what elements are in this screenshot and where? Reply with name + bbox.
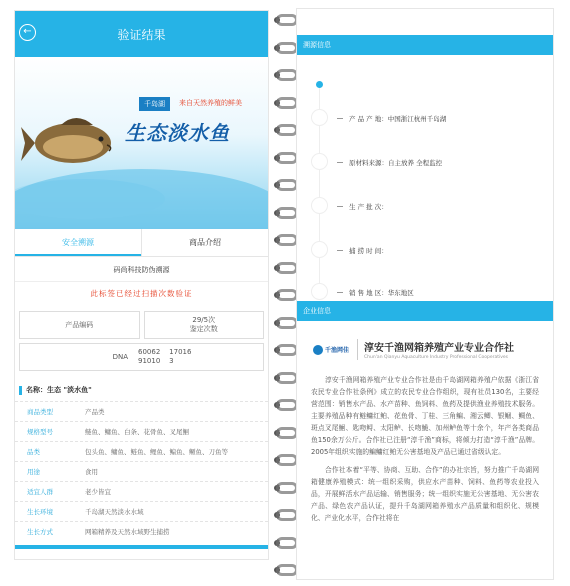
- page-title: 验证结果: [117, 28, 166, 42]
- code-grid: [15, 311, 268, 339]
- binding-ring: [272, 427, 298, 439]
- binding-ring: [272, 317, 298, 329]
- binding-ring: [272, 537, 298, 549]
- binding-ring: [272, 344, 298, 356]
- attr-key: 用途: [27, 468, 40, 476]
- top-bar: [15, 11, 268, 57]
- attribute-table: [15, 401, 268, 541]
- dna-row: [19, 343, 264, 371]
- binding-ring: [272, 152, 298, 164]
- binding-ring: [272, 454, 298, 466]
- product-banner: [15, 57, 268, 229]
- binding-ring: [272, 124, 298, 136]
- brand-tag: 千岛湖: [139, 97, 170, 111]
- binding-ring: [272, 372, 298, 384]
- timeline-start-dot: [316, 81, 323, 88]
- table-row: [15, 421, 268, 441]
- attr-key: 生长环境: [27, 508, 53, 516]
- binding-ring: [272, 97, 298, 109]
- binding-ring: [272, 207, 298, 219]
- fish-image: [21, 107, 121, 175]
- company-logo: [313, 341, 357, 359]
- trace-title: 码尚科技防伪溯源: [15, 257, 268, 282]
- bottom-accent-line: [15, 545, 268, 549]
- table-row: [15, 521, 268, 541]
- binding-ring: [272, 262, 298, 274]
- fish-logo-icon: [313, 345, 323, 355]
- attr-value: 鲢鱼、鳙鱼、白条、花骨鱼、叉尾鮰: [85, 428, 189, 436]
- product-name-heading: [15, 385, 268, 395]
- scan-count-value: 29/5次: [192, 316, 216, 324]
- logo-text: 千渔网佳: [325, 347, 350, 354]
- timeline-item: [337, 158, 442, 167]
- table-row: [15, 441, 268, 461]
- binding-ring: [272, 509, 298, 521]
- binding-ring: [272, 564, 298, 576]
- company-header: [313, 339, 553, 360]
- attr-value: 食用: [85, 468, 98, 476]
- company-mission: 合作社本着“平等、协商、互助、合作”的办社宗旨，努力推广千岛湖网箱健康养殖模式：统一组织采购，供应水产苗种、饲料、鱼药等农业投入品，开展鲜活水产品运输、销售服务；统一组织实施无公害基地、无公害农产品、绿色农产品认证，提升千岛湖网箱养殖水产品质量和组织化、规模化、产业化水平，合作社将在: [311, 466, 539, 522]
- tab-bar: [15, 229, 268, 257]
- attr-value: 包头鱼、鳙鱼、鲢鱼、鲤鱼、鳊鱼、鳜鱼、刀鱼等: [85, 448, 228, 456]
- timeline-item-label: 生 产 批 次：: [349, 203, 388, 211]
- product-name: 名称：生态 "淡水鱼": [26, 386, 92, 394]
- company-info-header: 企业信息: [297, 301, 553, 321]
- table-row: [15, 501, 268, 521]
- banner-headline: 生态淡水鱼: [125, 121, 230, 145]
- timeline-item: [337, 202, 388, 211]
- table-row: [15, 481, 268, 501]
- company-name-en: Chun'an Qianyu Aquaculture Industry Professional Cooperatives: [364, 355, 509, 360]
- attr-key: 品类: [27, 448, 40, 456]
- timeline-item-label: 捕 捞 时 间：: [349, 247, 388, 255]
- dna-label: DNA: [112, 353, 128, 361]
- company-description: 淳安千渔网箱养殖产业专业合作社是由千岛湖网箱养殖户依据《浙江省农民专业合作社条例》成立的农民专业合作组织，现有社员130名，主要经营范围：销售水产品、水产苗种、鱼饲料、鱼药及提供渔业养殖技术服务。主要养殖品种有鲢鳙红鲌、花鱼骨、丁桂、三角鳊、湘云鲫、银鲴、鲷鱼、斑点叉尾鮰、匙吻鲟、太阳鲈、长吻鮠、加州鲈鱼等十余个，年产各类商品鱼150余万公斤。合作社已注册“淳千渔”商标，将倾力打造“淳千渔”品牌。2005年组织实施的鳊鳙红鲌无公害基地及产品已通过省级认定。: [311, 376, 539, 456]
- timeline-item: [337, 246, 388, 255]
- product-code-cell: [19, 311, 140, 339]
- timeline-item-label: 销 售 地 区：华东地区: [349, 289, 414, 297]
- timeline-node: [311, 197, 328, 214]
- attr-key: 适宜人群: [27, 488, 53, 496]
- table-row: [15, 401, 268, 421]
- attr-key: 生长方式: [27, 528, 53, 536]
- trace-info-header: 溯源信息: [297, 35, 553, 55]
- binding-ring: [272, 482, 298, 494]
- dna-value-line2: 91010 3: [138, 357, 174, 365]
- attr-key: 商品类型: [27, 408, 53, 416]
- dna-value-line1: 60062 17016: [138, 348, 192, 356]
- trace-info-page: [296, 8, 554, 580]
- timeline-node: [311, 241, 328, 258]
- timeline-item-label: 原材料来源：自主放养 全程监控: [349, 159, 443, 167]
- verification-page: [14, 10, 269, 560]
- trace-timeline: [297, 59, 553, 297]
- binding-ring: [272, 234, 298, 246]
- timeline-node: [311, 109, 328, 126]
- attr-value: 千岛湖天然淡水水域: [85, 508, 144, 516]
- binding-ring: [272, 399, 298, 411]
- tab-product-info[interactable]: 商品介绍: [141, 229, 268, 256]
- tab-trace[interactable]: 安全溯源: [15, 229, 141, 256]
- binding-ring: [272, 14, 298, 26]
- attr-value: 产品类: [85, 408, 105, 416]
- binding-ring: [272, 42, 298, 54]
- timeline-item-label: 产 品 产 地：中国浙江杭州千岛湖: [349, 115, 447, 123]
- scan-count-label: 鉴定次数: [189, 325, 218, 333]
- section-marker: [19, 386, 22, 395]
- scan-warning: 此标签已经过扫描次数验证: [90, 289, 193, 298]
- timeline-node: [311, 283, 328, 300]
- water-wave: [15, 169, 268, 229]
- attr-value: 网箱精养及天然水域野生捕捞: [85, 528, 170, 536]
- product-code-label: 产品编码: [65, 320, 94, 329]
- table-row: [15, 461, 268, 481]
- timeline-node: [311, 153, 328, 170]
- binding-ring: [272, 179, 298, 191]
- timeline-item: [337, 114, 446, 123]
- binding-ring: [272, 289, 298, 301]
- back-arrow-icon[interactable]: ←: [19, 24, 36, 41]
- attr-key: 规格型号: [27, 428, 53, 436]
- binding-ring: [272, 69, 298, 81]
- banner-slogan: 来自天然养殖的鲜美: [179, 99, 242, 107]
- company-name: 淳安千渔网箱养殖产业专业合作社: [364, 343, 514, 354]
- attr-value: 老少皆宜: [85, 488, 111, 496]
- scan-count-cell: [144, 311, 265, 339]
- timeline-item: [337, 288, 414, 297]
